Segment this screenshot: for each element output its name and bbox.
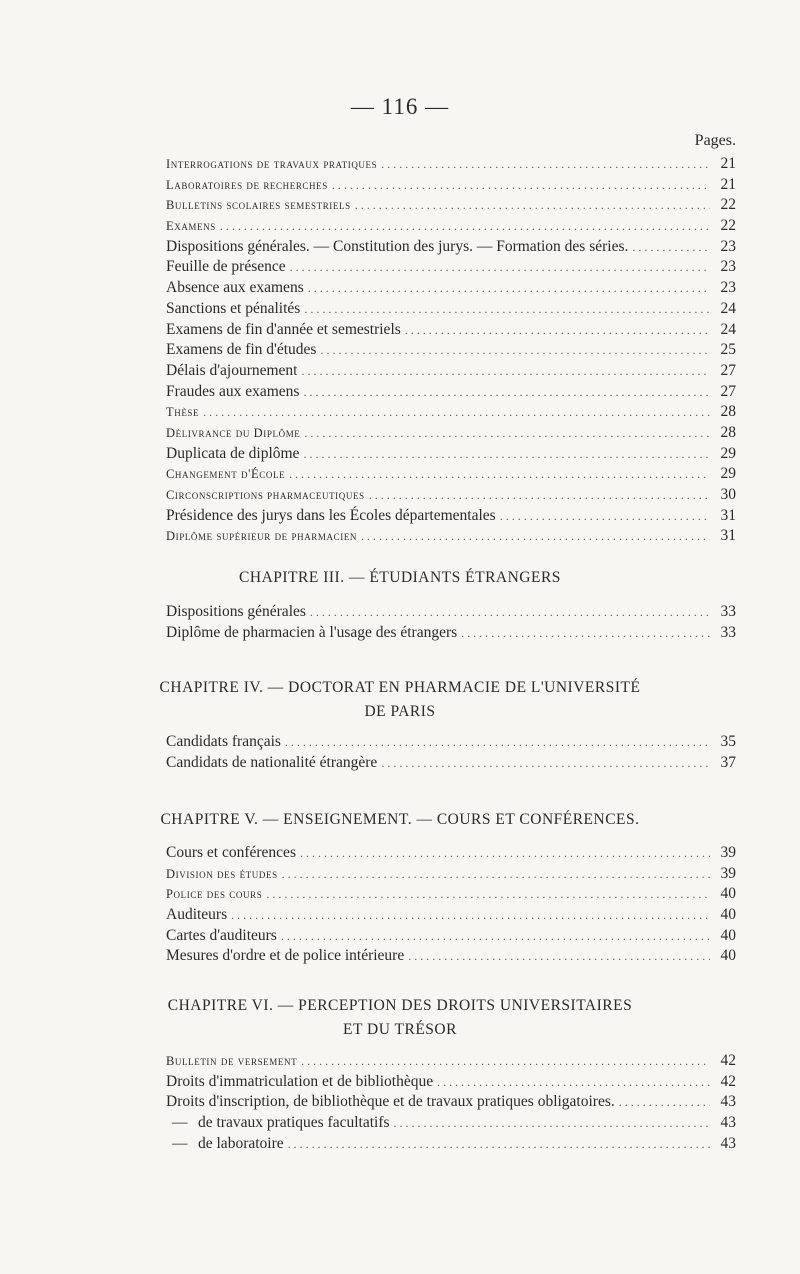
toc-entry-page: 42 — [720, 1052, 736, 1069]
chapter-3-title: CHAPITRE III. — ÉTUDIANTS ÉTRANGERS — [239, 569, 561, 586]
toc-chapter-6 — [166, 1051, 736, 1154]
dot-leader — [231, 905, 710, 926]
toc-entry — [166, 340, 736, 361]
toc-entry-page: 39 — [720, 844, 736, 861]
dot-leader — [281, 926, 710, 947]
dot-leader — [285, 732, 710, 753]
dot-leader — [303, 382, 710, 403]
toc-entry-label: Mesures d'ordre et de police intérieure — [166, 947, 405, 965]
toc-entry-page: 27 — [720, 361, 736, 379]
toc-entry-label: Dispositions générales. — Constitution des jurys. — Formation des séries. — [166, 237, 629, 255]
toc-entry — [166, 278, 736, 299]
toc-entry-page: 24 — [720, 299, 736, 317]
toc-entry-page: 29 — [720, 465, 736, 483]
toc-entry-label: Interrogations de travaux pratiques — [166, 157, 378, 171]
toc-entry-label: Absence aux examens — [166, 279, 304, 297]
dot-leader — [500, 506, 710, 527]
toc-entry — [166, 382, 736, 403]
toc-sub-entry — [166, 1134, 736, 1155]
dot-leader — [361, 526, 710, 547]
toc-entry-page: 33 — [720, 603, 736, 620]
toc-entry-label: Cours et conférences — [166, 844, 296, 861]
dot-leader — [288, 1134, 710, 1155]
dot-leader — [308, 278, 710, 299]
toc-entry-page: 39 — [720, 864, 736, 882]
toc-entry — [166, 216, 736, 237]
toc-entry-page: 43 — [720, 1114, 736, 1132]
toc-entry-page: 25 — [720, 341, 736, 359]
toc-section-examens — [166, 154, 736, 547]
toc-entry-page: 21 — [720, 155, 736, 172]
toc-entry — [166, 402, 736, 423]
toc-entry — [166, 1051, 736, 1072]
toc-entry-label: Bulletins scolaires semestriels — [166, 198, 351, 213]
toc-entry-label: Dispositions générales — [166, 603, 306, 620]
toc-entry-page: 23 — [720, 279, 736, 297]
dot-leader — [289, 464, 710, 485]
dot-leader — [290, 257, 710, 278]
dot-leader — [332, 175, 710, 196]
dot-leader — [301, 1051, 710, 1072]
toc-entry-page: 35 — [720, 733, 736, 750]
toc-entry — [166, 753, 736, 774]
toc-entry — [166, 1092, 736, 1113]
toc-entry-label: Délais d'ajournement — [166, 361, 298, 379]
chapter-6-title-line1: CHAPITRE VI. — PERCEPTION DES DROITS UNIVERSITAIRES — [167, 997, 633, 1014]
toc-entry-label: Droits d'inscription, de bibliothèque et de travaux pratiques obligatoires. — [166, 1093, 615, 1111]
toc-entry-label: Diplôme supérieur de pharmacien — [166, 529, 358, 544]
toc-entry — [166, 320, 736, 341]
toc-entry — [166, 526, 736, 547]
toc-entry-page: 40 — [720, 926, 736, 944]
toc-entry-page: 22 — [720, 217, 736, 235]
dot-leader — [266, 884, 710, 905]
toc-entry-label: Division des études — [166, 866, 278, 881]
toc-entry — [166, 485, 736, 506]
toc-entry-label: Fraudes aux examens — [166, 382, 300, 400]
toc-entry-page: 40 — [720, 885, 736, 903]
toc-entry — [166, 1072, 736, 1093]
toc-entry — [166, 946, 736, 967]
toc-entry-label: Bulletin de versement — [166, 1054, 298, 1068]
toc-entry-label: de laboratoire — [198, 1134, 284, 1152]
toc-entry-page: 28 — [720, 403, 736, 421]
dot-leader — [437, 1072, 710, 1093]
dot-leader — [355, 195, 710, 216]
toc-chapter-5 — [166, 843, 736, 967]
toc-entry-label: Délivrance du Diplôme — [166, 425, 301, 440]
toc-entry-page: 40 — [720, 906, 736, 924]
dot-leader — [461, 623, 710, 644]
toc-entry — [166, 175, 736, 196]
chapter-5-title: CHAPITRE V. — ENSEIGNEMENT. — COURS ET CONFÉRENCES. — [160, 811, 640, 828]
toc-entry — [166, 732, 736, 753]
dot-leader — [619, 1092, 710, 1113]
toc-entry — [166, 464, 736, 485]
toc-entry-label: Examens de fin d'année et semestriels — [166, 320, 401, 338]
toc-entry — [166, 154, 736, 175]
toc-entry-label: Candidats français — [166, 733, 281, 750]
toc-entry-label: Auditeurs — [166, 906, 228, 924]
dot-leader — [302, 361, 711, 382]
toc-entry-page: 21 — [720, 175, 736, 193]
dot-leader — [394, 1113, 710, 1134]
toc-entry — [166, 361, 736, 382]
toc-entry — [166, 444, 736, 465]
dot-leader — [203, 402, 710, 423]
toc-entry — [166, 843, 736, 864]
toc-entry-label: Candidats de nationalité étrangère — [166, 753, 378, 771]
toc-chapter-4 — [166, 732, 736, 773]
pages-column-header: Pages. — [694, 132, 736, 149]
toc-entry-page: 37 — [720, 753, 736, 771]
toc-entry-label: Duplicata de diplôme — [166, 444, 300, 462]
toc-entry-label: Cartes d'auditeurs — [166, 926, 277, 944]
toc-entry-page: 24 — [720, 320, 736, 338]
ditto-dash: — — [172, 1114, 188, 1132]
dot-leader — [300, 843, 710, 864]
toc-entry — [166, 884, 736, 905]
toc-entry-label: Diplôme de pharmacien à l'usage des étrangers — [166, 623, 458, 641]
dot-leader — [282, 864, 710, 885]
toc-entry — [166, 299, 736, 320]
toc-entry-label: Circonscriptions pharmaceutiques — [166, 488, 365, 502]
toc-entry-label: Changement d'École — [166, 467, 286, 482]
toc-entry — [166, 602, 736, 623]
dot-leader — [369, 485, 710, 506]
toc-entry-page: 43 — [720, 1093, 736, 1111]
dot-leader — [381, 753, 710, 774]
toc-entry-label: Examens de fin d'études — [166, 341, 317, 359]
toc-entry-page: 33 — [720, 623, 736, 641]
dot-leader — [220, 216, 710, 237]
toc-entry — [166, 926, 736, 947]
toc-entry-page: 27 — [720, 382, 736, 400]
dot-leader — [320, 340, 710, 361]
toc-entry-page: 31 — [720, 506, 736, 524]
toc-entry — [166, 506, 736, 527]
toc-entry — [166, 623, 736, 644]
toc-entry-label: Laboratoires de recherches — [166, 177, 328, 192]
toc-entry-label: Examens — [166, 219, 216, 234]
dot-leader — [408, 946, 710, 967]
chapter-4-title-line2: DE PARIS — [364, 703, 436, 720]
toc-entry-page: 40 — [720, 947, 736, 965]
toc-entry-page: 22 — [720, 196, 736, 214]
toc-entry — [166, 423, 736, 444]
dot-leader — [310, 602, 710, 623]
toc-entry-page: 30 — [720, 486, 736, 503]
chapter-4-title — [0, 676, 800, 724]
toc-entry-page: 29 — [720, 444, 736, 462]
toc-entry — [166, 237, 736, 258]
chapter-4-title-line1: CHAPITRE IV. — DOCTORAT EN PHARMACIE DE L'UNIVERSITÉ — [159, 679, 641, 696]
toc-entry-label: Droits d'immatriculation et de bibliothèque — [166, 1072, 434, 1090]
toc-entry-page: 23 — [720, 237, 736, 255]
chapter-6-title-line2: ET DU TRÉSOR — [343, 1021, 457, 1038]
dot-leader — [632, 237, 710, 258]
toc-entry — [166, 905, 736, 926]
chapter-6-title — [0, 994, 800, 1042]
toc-entry-label: Feuille de présence — [166, 258, 286, 276]
toc-entry-label: Sanctions et pénalités — [166, 299, 301, 317]
dot-leader — [381, 154, 710, 175]
toc-entry-page: 42 — [720, 1072, 736, 1090]
dot-leader — [304, 299, 710, 320]
toc-entry-label: de travaux pratiques facultatifs — [198, 1114, 390, 1132]
dot-leader — [304, 423, 710, 444]
page-number: — 116 — — [350, 94, 450, 119]
toc-entry-label: Police des cours — [166, 887, 263, 902]
dot-leader — [405, 320, 710, 341]
toc-chapter-3 — [166, 602, 736, 643]
toc-entry-page: 43 — [720, 1134, 736, 1152]
toc-entry-label: Présidence des jurys dans les Écoles départementales — [166, 506, 496, 524]
ditto-dash: — — [172, 1134, 188, 1152]
toc-entry — [166, 257, 736, 278]
toc-entry-page: 31 — [720, 527, 736, 545]
toc-entry — [166, 195, 736, 216]
toc-entry-label: Thèse — [166, 405, 200, 420]
toc-entry-page: 28 — [720, 423, 736, 441]
toc-sub-entry — [166, 1113, 736, 1134]
toc-entry — [166, 864, 736, 885]
dot-leader — [303, 444, 710, 465]
toc-entry-page: 23 — [720, 258, 736, 276]
